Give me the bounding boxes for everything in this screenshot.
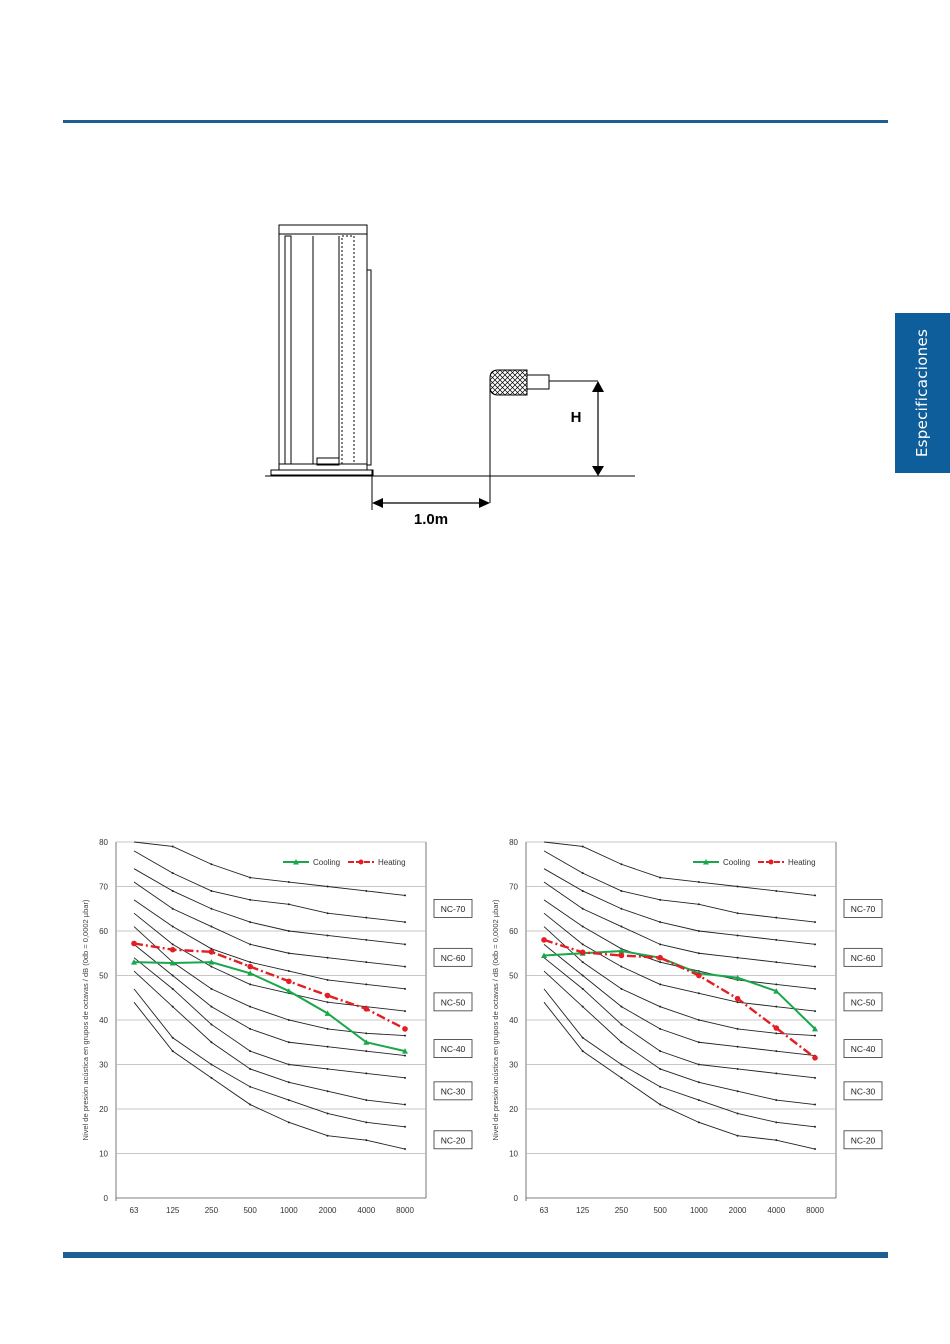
nc-curve-point	[249, 1104, 251, 1106]
nc-curve-point	[737, 1001, 739, 1003]
nc-curve-point	[814, 1104, 816, 1106]
nc-label: NC-50	[440, 997, 466, 1008]
nc-curve-point	[365, 983, 367, 985]
nc-label: NC-50	[850, 997, 876, 1008]
nc-curve-point	[404, 1077, 406, 1079]
nc-curve-point	[249, 983, 251, 985]
nc-curve-point	[288, 903, 290, 905]
heating-point	[286, 978, 292, 984]
nc-curve-point	[620, 988, 622, 990]
nc-curve-point	[698, 1041, 700, 1043]
nc-curve-point	[775, 1006, 777, 1008]
heating-point	[619, 953, 625, 959]
nc-curve	[134, 842, 405, 895]
nc-curve-point	[404, 1104, 406, 1106]
x-tick-label: 8000	[396, 1206, 414, 1215]
noise-chart-1	[78, 832, 478, 1232]
nc-curve-point	[814, 894, 816, 896]
nc-curve-point	[659, 943, 661, 945]
nc-curve-point	[327, 912, 329, 914]
nc-curve-point	[775, 1121, 777, 1123]
nc-curve-point	[775, 961, 777, 963]
y-axis-label-group	[491, 899, 500, 1140]
x-tick-label: 1000	[279, 1206, 298, 1215]
outdoor-unit	[271, 225, 373, 475]
nc-curve-point	[365, 1099, 367, 1101]
nc-curve-point	[620, 1077, 622, 1079]
y-tick-label: 0	[103, 1194, 108, 1203]
nc-curve-point	[365, 939, 367, 941]
heating-point	[131, 941, 137, 947]
nc-curve-point	[698, 1121, 700, 1123]
y-tick-label: 0	[513, 1194, 518, 1203]
y-tick-label: 50	[509, 971, 518, 981]
nc-curve-point	[172, 975, 174, 977]
section-tab-especificaciones[interactable]	[895, 313, 950, 473]
nc-curve-point	[172, 943, 174, 945]
y-tick-label: 10	[509, 1149, 518, 1159]
nc-curve-point	[775, 1099, 777, 1101]
heating-series-line	[544, 940, 815, 1058]
nc-curve-point	[659, 921, 661, 923]
y-tick-label: 80	[99, 838, 108, 847]
nc-curve-point	[365, 1139, 367, 1141]
nc-curve-point	[172, 926, 174, 928]
nc-curve-point	[210, 988, 212, 990]
nc-curve-point	[210, 966, 212, 968]
x-tick-label: 4000	[357, 1206, 376, 1215]
x-tick-label: 4000	[767, 1206, 786, 1215]
nc-curve-point	[814, 988, 816, 990]
y-axis-label-group	[81, 899, 90, 1140]
nc-curve-point	[404, 1035, 406, 1037]
x-tick-label: 2000	[728, 1206, 747, 1215]
heating-series-line	[134, 943, 405, 1028]
nc-curve-point	[582, 926, 584, 928]
nc-curve-point	[365, 961, 367, 963]
nc-curve	[134, 882, 405, 967]
y-axis-label: Nivel de presión acústica en grupos de octavas / dB (0db = 0,0002 µbar)	[81, 899, 90, 1141]
y-tick-label: 40	[509, 1016, 518, 1025]
nc-curve-point	[659, 1086, 661, 1088]
heating-point	[402, 1026, 408, 1032]
nc-curve-point	[365, 1121, 367, 1123]
nc-curve-point	[210, 926, 212, 928]
nc-label: NC-40	[850, 1044, 876, 1055]
nc-curve-point	[404, 1126, 406, 1128]
nc-curve-point	[737, 1046, 739, 1048]
nc-curve-point	[249, 1050, 251, 1052]
noise-chart-2	[488, 832, 888, 1232]
distance-label: 1.0m	[413, 511, 449, 528]
nc-curve-point	[737, 1112, 739, 1114]
nc-curve-point	[814, 1148, 816, 1150]
nc-curve-point	[620, 1064, 622, 1066]
nc-curve-point	[249, 1086, 251, 1088]
y-tick-label: 30	[99, 1060, 108, 1070]
nc-curve-point	[620, 908, 622, 910]
nc-curve-point	[698, 1019, 700, 1021]
nc-curve-point	[249, 1068, 251, 1070]
nc-curve-point	[172, 1050, 174, 1052]
nc-curve-point	[775, 1139, 777, 1141]
nc-curve-point	[737, 1135, 739, 1137]
nc-curve-point	[327, 934, 329, 936]
heating-point	[812, 1055, 818, 1061]
heating-point	[773, 1025, 779, 1031]
y-tick-label: 20	[99, 1105, 108, 1114]
nc-curve-point	[659, 1006, 661, 1008]
nc-curve-point	[659, 1104, 661, 1106]
x-tick-label: 2000	[318, 1206, 337, 1215]
nc-curve-point	[814, 1035, 816, 1037]
nc-curve-point	[659, 961, 661, 963]
x-tick-label: 500	[653, 1206, 667, 1215]
nc-label: NC-20	[850, 1135, 876, 1146]
y-tick-label: 70	[509, 882, 518, 892]
nc-curve-point	[698, 1064, 700, 1066]
nc-label: NC-70	[850, 903, 876, 914]
nc-curve-point	[288, 1081, 290, 1083]
y-tick-label: 60	[509, 927, 518, 936]
x-tick-label: 125	[166, 1206, 180, 1215]
microphone	[490, 370, 598, 503]
nc-curve-point	[814, 943, 816, 945]
nc-curve	[544, 927, 815, 1036]
nc-curve-point	[210, 1077, 212, 1079]
nc-curve-point	[172, 908, 174, 910]
nc-curve-point	[327, 1135, 329, 1137]
nc-label: NC-70	[440, 903, 466, 914]
heating-point	[696, 973, 702, 979]
y-axis-label: Nivel de presión acústica en grupos de octavas / dB (0db = 0,0002 µbar)	[491, 899, 500, 1141]
nc-curve-point	[698, 903, 700, 905]
nc-curve-point	[659, 1068, 661, 1070]
y-tick-label: 60	[99, 927, 108, 936]
nc-curve-point	[620, 926, 622, 928]
nc-curve-point	[737, 1028, 739, 1030]
nc-curve-point	[620, 890, 622, 892]
nc-curve-point	[404, 943, 406, 945]
section-tab-label: Especificaciones	[913, 328, 932, 458]
nc-curve-point	[582, 908, 584, 910]
nc-label: NC-20	[440, 1135, 466, 1146]
x-tick-label: 250	[614, 1206, 629, 1215]
nc-curve-point	[582, 845, 584, 847]
heating-point	[209, 949, 215, 955]
nc-label: NC-60	[440, 952, 466, 963]
nc-curve-point	[582, 975, 584, 977]
nc-curve	[134, 927, 405, 1036]
nc-curve-point	[249, 943, 251, 945]
nc-curve-point	[404, 921, 406, 923]
nc-label: NC-40	[440, 1044, 466, 1055]
y-tick-label: 20	[509, 1105, 518, 1114]
x-tick-label: 500	[243, 1206, 257, 1215]
legend-label: Cooling	[313, 858, 341, 867]
y-tick-label: 80	[509, 838, 518, 847]
nc-curve-point	[404, 894, 406, 896]
nc-curve-point	[775, 917, 777, 919]
nc-curve-point	[249, 1006, 251, 1008]
nc-label: NC-30	[440, 1086, 466, 1097]
nc-curve-point	[620, 1006, 622, 1008]
nc-curve-point	[659, 1028, 661, 1030]
nc-curve-point	[249, 961, 251, 963]
y-tick-label: 30	[509, 1060, 518, 1070]
nc-curve-point	[659, 1050, 661, 1052]
nc-curve-point	[582, 890, 584, 892]
nc-curve-point	[210, 863, 212, 865]
heating-point	[247, 964, 253, 970]
nc-curve-point	[737, 957, 739, 959]
header-rule	[63, 120, 888, 123]
nc-curve-point	[698, 930, 700, 932]
heating-point	[325, 993, 331, 999]
nc-curve-point	[365, 1032, 367, 1034]
nc-curve-point	[327, 979, 329, 981]
nc-curve-point	[288, 881, 290, 883]
nc-curve-point	[404, 1055, 406, 1057]
nc-curve-point	[404, 966, 406, 968]
nc-curve-point	[327, 1112, 329, 1114]
nc-curve-point	[210, 908, 212, 910]
nc-curve-point	[775, 939, 777, 941]
legend-label: Heating	[788, 858, 816, 867]
nc-curve-point	[172, 1037, 174, 1039]
distance-arrow	[372, 498, 490, 508]
x-tick-label: 1000	[689, 1206, 708, 1215]
nc-curve-point	[288, 1121, 290, 1123]
nc-curve	[544, 842, 815, 895]
nc-curve-point	[172, 988, 174, 990]
x-tick-label: 8000	[806, 1206, 824, 1215]
nc-curve-point	[814, 921, 816, 923]
nc-curve-point	[775, 983, 777, 985]
height-label: H	[570, 409, 582, 426]
nc-curve-point	[814, 1010, 816, 1012]
nc-curve-point	[288, 1041, 290, 1043]
nc-curve-point	[210, 1023, 212, 1025]
nc-curve-point	[737, 912, 739, 914]
cooling-series-line	[544, 951, 815, 1029]
nc-curve-point	[404, 1148, 406, 1150]
y-tick-label: 70	[99, 882, 108, 892]
nc-curve-point	[698, 952, 700, 954]
heating-point	[363, 1006, 369, 1012]
nc-curve-point	[172, 1006, 174, 1008]
heating-point	[657, 955, 663, 961]
x-tick-label: 250	[204, 1206, 219, 1215]
nc-curve-point	[210, 1041, 212, 1043]
nc-curve-point	[582, 1006, 584, 1008]
nc-curve-point	[775, 1072, 777, 1074]
legend-marker	[359, 860, 364, 865]
nc-curve-point	[288, 952, 290, 954]
nc-curve-point	[249, 877, 251, 879]
nc-curve-point	[698, 881, 700, 883]
nc-curve-point	[620, 966, 622, 968]
nc-curve-point	[737, 1068, 739, 1070]
nc-curve-point	[249, 1028, 251, 1030]
nc-curve-point	[775, 1050, 777, 1052]
nc-curve-point	[210, 1064, 212, 1066]
nc-curve-point	[582, 872, 584, 874]
nc-curve-point	[172, 845, 174, 847]
nc-curve-point	[775, 1032, 777, 1034]
nc-curve-point	[582, 1050, 584, 1052]
nc-curve-point	[327, 886, 329, 888]
nc-curve-point	[172, 890, 174, 892]
nc-curve-point	[659, 983, 661, 985]
nc-curve-point	[288, 1099, 290, 1101]
nc-curve-point	[210, 890, 212, 892]
nc-curve-point	[327, 1068, 329, 1070]
nc-curve-point	[327, 1028, 329, 1030]
nc-curve-point	[737, 934, 739, 936]
measurement-diagram	[265, 220, 645, 530]
nc-curve-point	[737, 1090, 739, 1092]
height-arrow	[592, 381, 604, 476]
nc-curve-point	[582, 988, 584, 990]
y-tick-label: 10	[99, 1149, 108, 1159]
nc-curve-point	[327, 1090, 329, 1092]
nc-curve-point	[365, 1050, 367, 1052]
nc-curve-point	[288, 930, 290, 932]
nc-curve-point	[365, 917, 367, 919]
legend-label: Heating	[378, 858, 406, 867]
nc-label: NC-30	[850, 1086, 876, 1097]
nc-curve-point	[814, 1126, 816, 1128]
nc-curve-point	[737, 886, 739, 888]
x-tick-label: 125	[576, 1206, 590, 1215]
nc-curve-point	[327, 1001, 329, 1003]
nc-curve-point	[172, 872, 174, 874]
nc-curve-point	[659, 877, 661, 879]
footer-rule	[63, 1252, 888, 1258]
nc-curve-point	[814, 1077, 816, 1079]
nc-curve-point	[210, 1006, 212, 1008]
y-tick-label: 40	[99, 1016, 108, 1025]
nc-curve-point	[620, 863, 622, 865]
x-tick-label: 63	[539, 1206, 549, 1215]
nc-curve-point	[698, 992, 700, 994]
heating-point	[170, 947, 176, 953]
nc-curve-point	[404, 1010, 406, 1012]
nc-curve-point	[404, 988, 406, 990]
nc-curve-point	[775, 890, 777, 892]
nc-curve-point	[582, 961, 584, 963]
nc-curve-point	[249, 899, 251, 901]
nc-curve-point	[582, 1037, 584, 1039]
nc-curve-point	[365, 1072, 367, 1074]
nc-curve-point	[620, 1041, 622, 1043]
nc-curve-point	[327, 957, 329, 959]
nc-curve-point	[582, 943, 584, 945]
nc-curve-point	[698, 1081, 700, 1083]
nc-curve-point	[327, 1046, 329, 1048]
nc-curve-point	[288, 1019, 290, 1021]
legend-label: Cooling	[723, 858, 751, 867]
nc-curve-point	[288, 1064, 290, 1066]
nc-curve-point	[249, 921, 251, 923]
nc-curve-point	[365, 890, 367, 892]
heating-point	[541, 937, 547, 943]
heating-point	[580, 950, 586, 956]
x-tick-label: 63	[129, 1206, 139, 1215]
y-tick-label: 50	[99, 971, 108, 981]
heating-point	[735, 996, 741, 1002]
nc-curve-point	[698, 1099, 700, 1101]
nc-curve-point	[659, 899, 661, 901]
nc-curve-point	[288, 970, 290, 972]
nc-label: NC-60	[850, 952, 876, 963]
nc-curve-point	[620, 1023, 622, 1025]
legend-marker	[769, 860, 774, 865]
nc-curve-point	[814, 966, 816, 968]
